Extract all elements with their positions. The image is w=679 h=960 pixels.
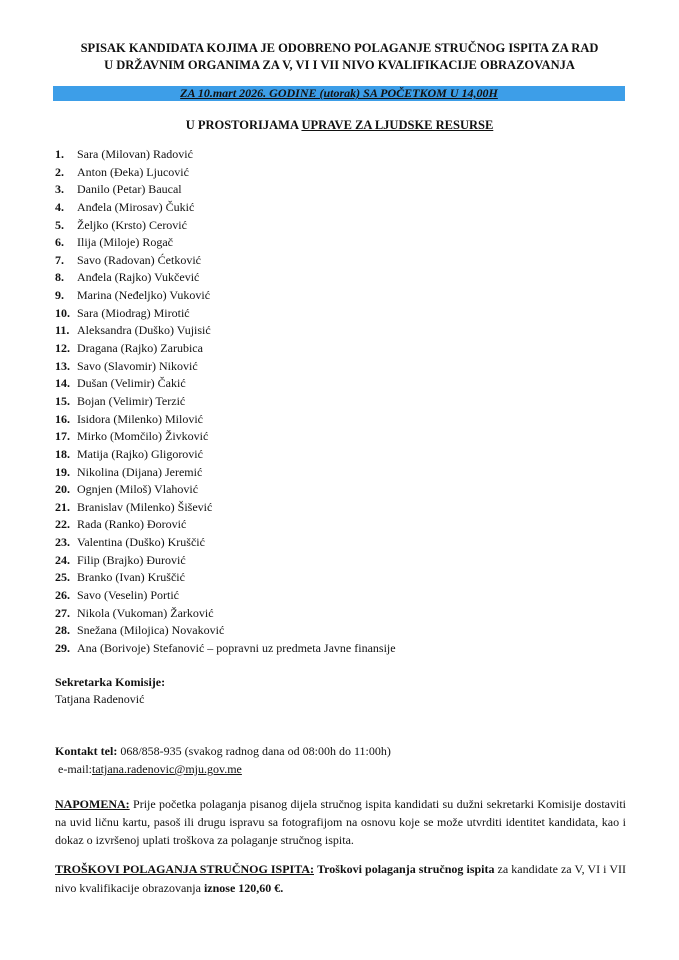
- candidate-name: Ognjen (Miloš) Vlahović: [77, 482, 199, 497]
- candidate-number: 4.: [55, 199, 64, 214]
- candidate-name: Rada (Ranko) Đorović: [77, 517, 187, 532]
- candidate-name: Anđela (Rajko) Vukčević: [77, 270, 200, 285]
- contact-phone-line: [55, 742, 391, 760]
- candidate-row: [55, 481, 396, 499]
- candidate-row: [55, 499, 396, 517]
- candidate-name: Dragana (Rajko) Zarubica: [77, 341, 203, 356]
- note-text: Prije početka polaganja pisanog dijela stručnog ispita kandidati su dužni sekretarki Komisije dostaviti na uvid ličnu kartu, pasoš ili drugu ispravu sa fotografijom na osnovu koje se može utvrditi identitet kandidata, kao i dokaz o izvršenoj uplati troškova za polaganje stručnog ispita.: [55, 797, 626, 847]
- candidate-row: [55, 287, 396, 305]
- candidate-number: 1.: [55, 147, 64, 161]
- candidate-number: 10.: [55, 305, 70, 320]
- candidate-number: 12.: [55, 341, 70, 356]
- candidate-name: Željko (Krsto) Cerović: [77, 217, 187, 232]
- candidate-name: Savo (Veselin) Portić: [77, 588, 179, 603]
- costs-text: za kandidate za V, VI i VII nivo kvalifikacije obrazovanja: [55, 862, 626, 895]
- candidate-row: [55, 428, 396, 446]
- candidate-row: [55, 146, 396, 164]
- candidate-row: [55, 358, 396, 376]
- contact-email-link[interactable]: tatjana.radenovic@mju.gov.me: [91, 762, 242, 776]
- candidate-number: 14.: [55, 376, 70, 391]
- exam-location: [40, 117, 639, 133]
- candidate-number: 6.: [55, 235, 64, 250]
- contact-email-label: e-mail:: [58, 762, 92, 776]
- location-place: UPRAVE ZA LJUDSKE RESURSE: [301, 118, 494, 132]
- candidate-number: 2.: [55, 164, 64, 179]
- costs-amount: iznose 120,60 €.: [203, 881, 284, 895]
- contact-email-line: [55, 760, 391, 778]
- candidate-name: Savo (Slavomir) Niković: [77, 358, 198, 373]
- candidate-number: 25.: [55, 570, 70, 585]
- candidate-row: [55, 622, 396, 640]
- candidate-number: 22.: [55, 517, 70, 532]
- candidate-row: [55, 534, 396, 552]
- candidate-name: Dušan (Velimir) Čakić: [77, 376, 186, 391]
- exam-date-banner: ZA 10.mart 2026. GODINE (utorak) SA POČETKOM U 14,00H: [53, 86, 625, 101]
- candidate-row: [55, 252, 396, 270]
- costs-paragraph: [55, 860, 626, 898]
- candidate-number: 17.: [55, 429, 70, 444]
- candidate-number: 16.: [55, 411, 70, 426]
- candidate-list: [55, 146, 396, 658]
- candidate-name: Matija (Rajko) Gligorović: [77, 446, 203, 461]
- candidate-name: Savo (Radovan) Ćetković: [77, 252, 201, 267]
- candidate-row: [55, 446, 396, 464]
- candidate-row: [55, 569, 396, 587]
- candidate-name: Nikolina (Dijana) Jeremić: [77, 464, 203, 479]
- candidate-name: Snežana (Milojica) Novaković: [77, 623, 225, 638]
- candidate-row: [55, 305, 396, 323]
- candidate-name: Ana (Borivoje) Stefanović – popravni uz predmeta Javne finansije: [77, 640, 396, 655]
- candidate-row: [55, 375, 396, 393]
- candidate-name: Sara (Miodrag) Mirotić: [77, 305, 190, 320]
- candidate-row: [55, 464, 396, 482]
- candidate-name: Branko (Ivan) Kruščić: [77, 570, 185, 585]
- title-line-2: U DRŽAVNIM ORGANIMA ZA V, VI I VII NIVO KVALIFIKACIJE OBRAZOVANJA: [104, 58, 575, 72]
- candidate-number: 19.: [55, 464, 70, 479]
- candidate-name: Mirko (Momčilo) Živković: [77, 429, 209, 444]
- candidate-number: 29.: [55, 640, 70, 655]
- title-line-1: SPISAK KANDIDATA KOJIMA JE ODOBRENO POLAGANJE STRUČNOG ISPITA ZA RAD: [80, 41, 599, 55]
- document-title: [40, 40, 639, 74]
- candidate-row: [55, 552, 396, 570]
- candidate-number: 8.: [55, 270, 64, 285]
- candidate-number: 23.: [55, 535, 70, 550]
- candidate-name: Marina (Neđeljko) Vuković: [77, 288, 211, 303]
- candidate-name: Bojan (Velimir) Terzić: [77, 393, 186, 408]
- contact-phone-label: Kontakt tel:: [55, 744, 118, 758]
- secretary-label: Sekretarka Komisije:: [55, 675, 166, 689]
- candidate-number: 21.: [55, 499, 70, 514]
- candidate-number: 18.: [55, 446, 70, 461]
- secretary-name: Tatjana Radenović: [55, 692, 145, 706]
- candidate-number: 7.: [55, 252, 64, 267]
- candidate-number: 20.: [55, 482, 70, 497]
- candidate-row: [55, 199, 396, 217]
- candidate-number: 15.: [55, 393, 70, 408]
- candidate-row: [55, 181, 396, 199]
- contact-block: [55, 742, 391, 778]
- candidate-row: [55, 217, 396, 235]
- candidate-name: Branislav (Milenko) Šišević: [77, 499, 213, 514]
- candidate-name: Sara (Milovan) Radović: [77, 147, 193, 161]
- candidate-name: Isidora (Milenko) Milović: [77, 411, 203, 426]
- candidate-row: [55, 234, 396, 252]
- candidate-name: Aleksandra (Duško) Vujisić: [77, 323, 211, 338]
- note-paragraph: [55, 795, 626, 849]
- candidate-number: 28.: [55, 623, 70, 638]
- candidate-number: 27.: [55, 605, 70, 620]
- candidate-row: [55, 393, 396, 411]
- candidate-row: [55, 587, 396, 605]
- candidate-number: 24.: [55, 552, 70, 567]
- secretary-block: [55, 674, 165, 708]
- candidate-row: [55, 516, 396, 534]
- candidate-row: [55, 164, 396, 182]
- contact-phone-value: 068/858-935 (svakog radnog dana od 08:00h do 11:00h): [117, 744, 391, 758]
- candidate-row: [55, 340, 396, 358]
- candidate-row: [55, 605, 396, 623]
- costs-bold-phrase: Troškovi polaganja stručnog ispita: [317, 862, 495, 876]
- location-prefix: U PROSTORIJAMA: [185, 118, 302, 132]
- candidate-row: [55, 269, 396, 287]
- note-label: NAPOMENA:: [55, 797, 130, 811]
- candidate-name: Valentina (Duško) Kruščić: [77, 535, 205, 550]
- candidate-row: [55, 411, 396, 429]
- candidate-number: 9.: [55, 288, 64, 303]
- candidate-number: 26.: [55, 588, 70, 603]
- candidate-name: Anton (Đeka) Ljucović: [77, 164, 189, 179]
- candidate-number: 5.: [55, 217, 64, 232]
- candidate-number: 13.: [55, 358, 70, 373]
- candidate-name: Nikola (Vukoman) Žarković: [77, 605, 214, 620]
- candidate-row: [55, 640, 396, 658]
- candidate-name: Danilo (Petar) Baucal: [77, 182, 182, 197]
- candidate-number: 11.: [55, 323, 70, 338]
- costs-label: TROŠKOVI POLAGANJA STRUČNOG ISPITA:: [55, 862, 314, 876]
- candidate-number: 3.: [55, 182, 64, 197]
- candidate-name: Anđela (Mirosav) Čukić: [77, 199, 195, 214]
- candidate-name: Filip (Brajko) Đurović: [77, 552, 186, 567]
- candidate-name: Ilija (Miloje) Rogač: [77, 235, 173, 250]
- candidate-row: [55, 322, 396, 340]
